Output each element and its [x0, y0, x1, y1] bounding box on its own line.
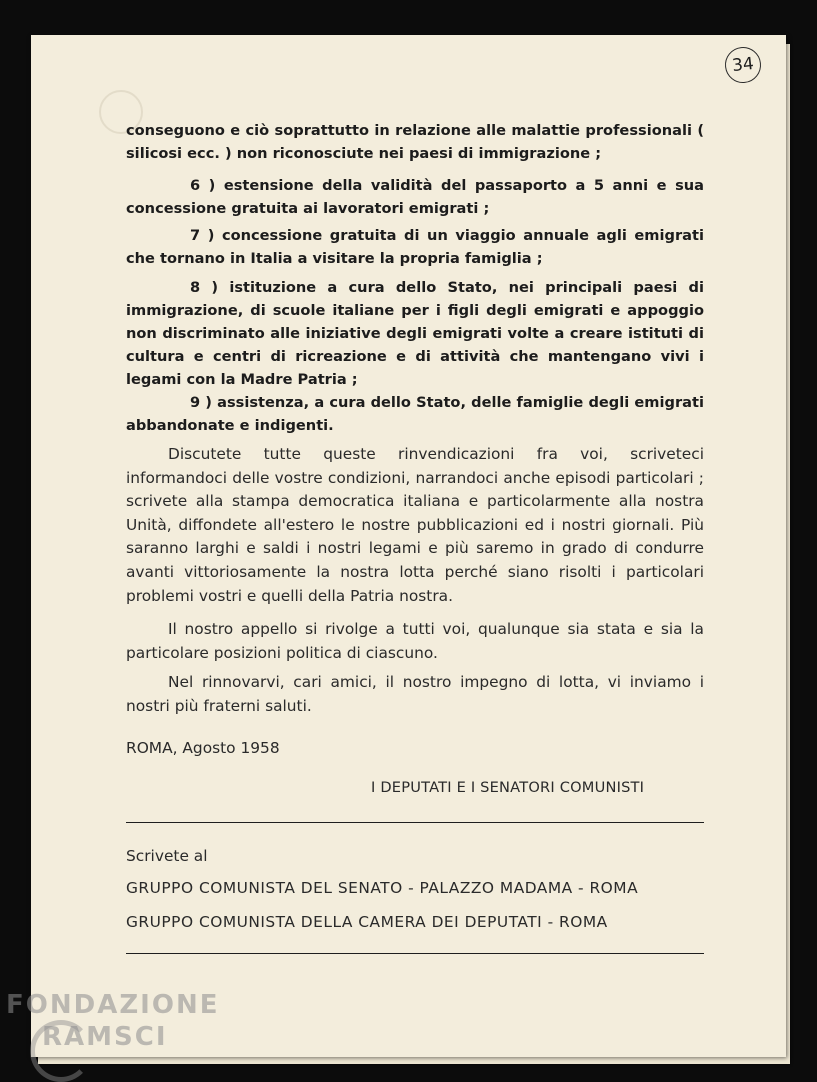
address-chamber: GRUPPO COMUNISTA DELLA CAMERA DEI DEPUTATI - ROMA	[126, 913, 608, 931]
demand-paragraph-6: 6 ) estensione della validità del passaporto a 5 anni e sua concessione gratuita ai lavoratori emigrati ;	[126, 177, 704, 217]
demand-paragraph-8: 8 ) istituzione a cura dello Stato, nei principali paesi di immigrazione, di scuole italiane per i figli degli emigrati e appoggio non discriminato alle iniziative degli emigrati volte a creare istituti di cultura e centri di ricreazione e di attività che mantengano vivi i legami con la Madre Patria ;	[126, 279, 704, 388]
watermark-line-1: FONDAZIONE	[6, 990, 220, 1020]
watermark-line-2: RAMSCI	[42, 1022, 168, 1052]
unity-paragraph: Il nostro appello si rivolge a tutti voi, qualunque sia stata e sia la particolare posizioni politica di ciascuno.	[126, 620, 704, 662]
document-page	[31, 35, 786, 1057]
demand-paragraph-7: 7 ) concessione gratuita di un viaggio annuale agli emigrati che tornano in Italia a visitare la propria famiglia ;	[126, 227, 704, 267]
demand-paragraph-9: 9 ) assistenza, a cura dello Stato, delle famiglie degli emigrati abbandonate e indigenti.	[126, 394, 704, 434]
divider-top	[126, 822, 704, 823]
page-number-stamp: 34	[723, 45, 763, 85]
signature: I DEPUTATI E I SENATORI COMUNISTI	[371, 779, 645, 796]
address-label: Scrivete al	[126, 847, 208, 865]
date-line: ROMA, Agosto 1958	[126, 739, 280, 757]
demand-paragraph-5-end: conseguono e ciò soprattutto in relazione alle malattie professionali ( silicosi ecc. ) non riconosciute nei paesi di immigrazione ;	[126, 122, 704, 162]
greeting-paragraph: Nel rinnovarvi, cari amici, il nostro impegno di lotta, vi inviamo i nostri più fraterni saluti.	[126, 673, 704, 715]
watermark-g-logo-icon	[30, 1020, 92, 1082]
divider-bottom	[126, 953, 704, 954]
address-senate: GRUPPO COMUNISTA DEL SENATO - PALAZZO MADAMA - ROMA	[126, 879, 639, 897]
appeal-paragraph: Discutete tutte queste rinvendicazioni fra voi, scriveteci informandoci delle vostre condizioni, narrandoci anche episodi particolari ; scrivete alla stampa democratica italiana e particolarmente alla nostra Unità, diffondete all'estero le nostre pubblicazioni ed i nostri giornali. Più saranno larghi e saldi i nostri legami e più saremo in grado di condurre avanti vittoriosamente la nostra lotta perché siano risolti i particolari problemi vostri e quelli della Patria nostra.	[126, 445, 704, 605]
